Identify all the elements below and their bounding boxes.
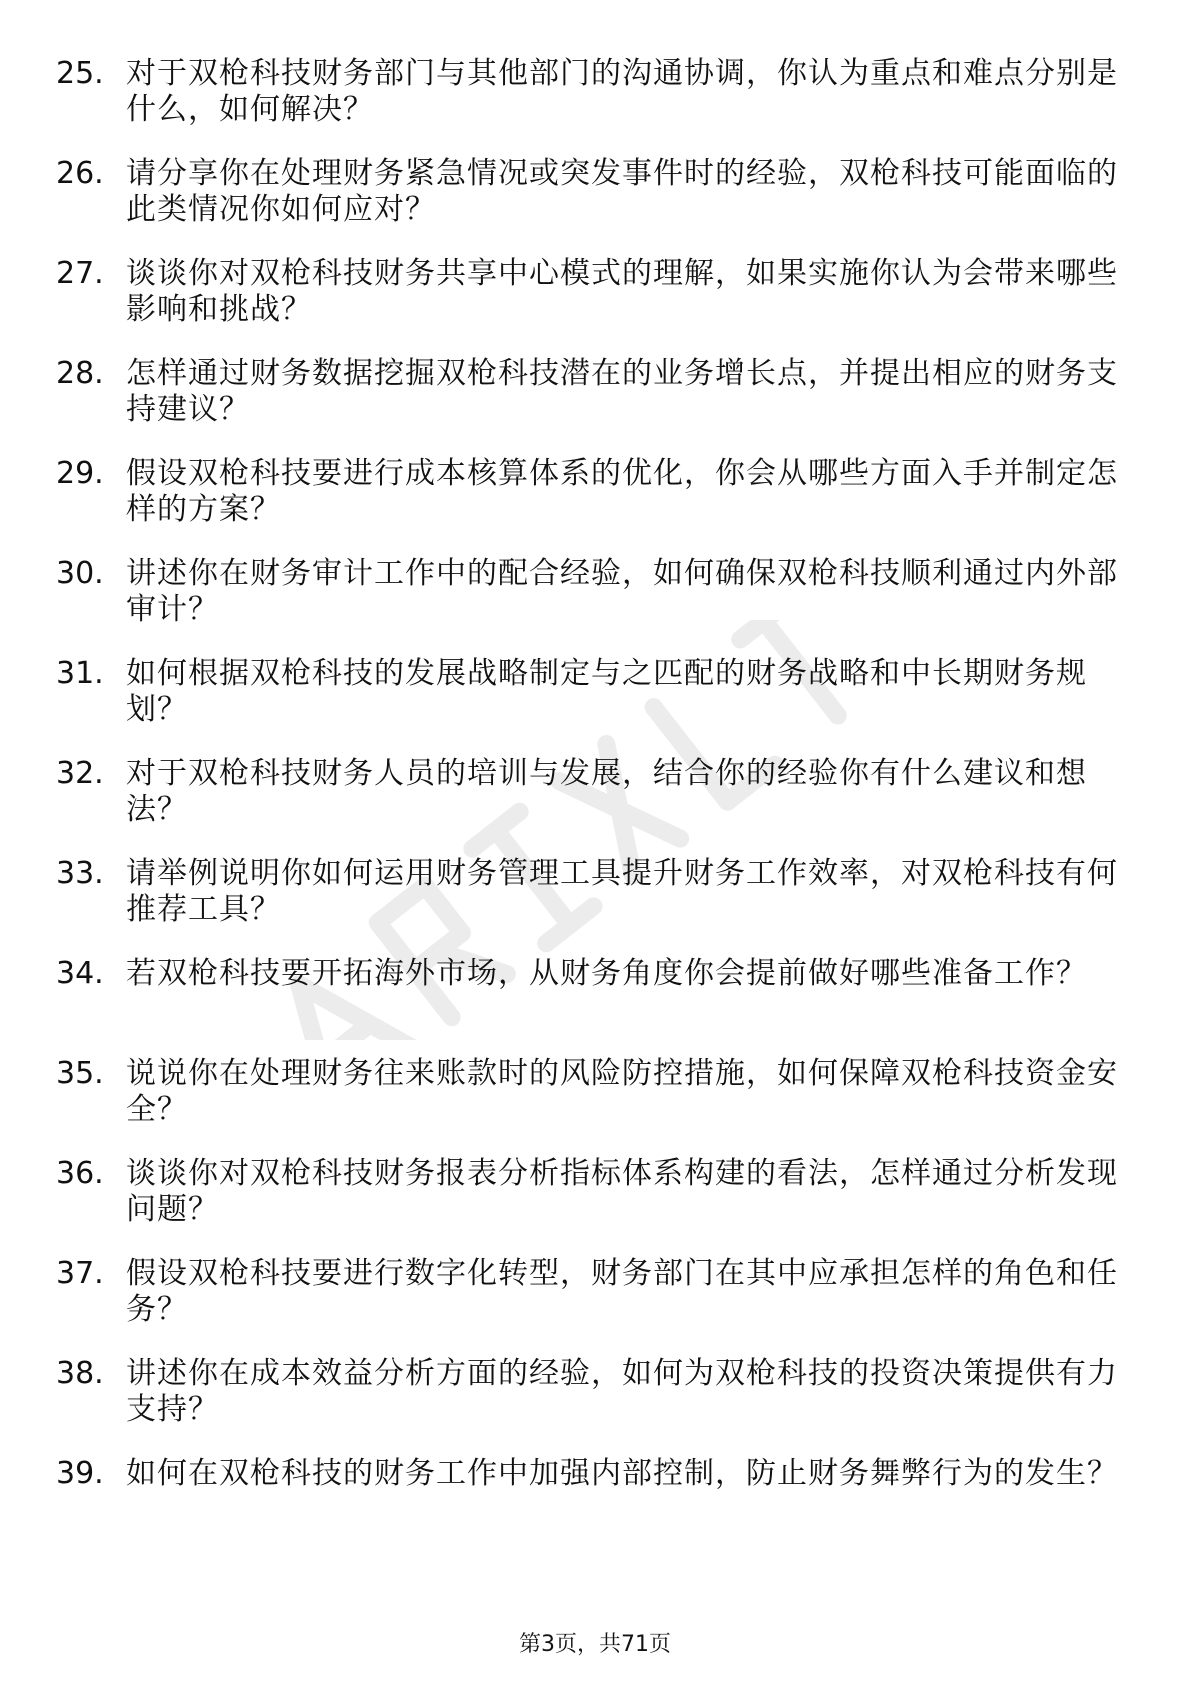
question-item: [0, 948, 1190, 1048]
question-text: 假设双枪科技要进行成本核算体系的优化，你会从哪些方面入手并制定怎样的方案？: [126, 456, 1118, 527]
page-footer: [0, 1631, 1190, 1659]
question-number: 34.: [56, 956, 104, 991]
question-number: 30.: [56, 556, 104, 591]
question-number: 39.: [56, 1456, 104, 1491]
question-item: [0, 148, 1190, 248]
question-text: 谈谈你对双枪科技财务报表分析指标体系构建的看法，怎样通过分析发现问题？: [126, 1156, 1118, 1227]
question-text: 请分享你在处理财务紧急情况或突发事件时的经验，双枪科技可能面临的此类情况你如何应对？: [126, 156, 1118, 227]
question-item: [0, 748, 1190, 848]
question-item: [0, 1448, 1190, 1548]
question-text: 对于双枪科技财务部门与其他部门的沟通协调，你认为重点和难点分别是什么，如何解决？: [126, 56, 1118, 127]
question-list: [0, 48, 1190, 1548]
question-item: [0, 248, 1190, 348]
question-item: [0, 1248, 1190, 1348]
question-text: 讲述你在财务审计工作中的配合经验，如何确保双枪科技顺利通过内外部审计？: [126, 556, 1118, 627]
question-text: 如何在双枪科技的财务工作中加强内部控制，防止财务舞弊行为的发生？: [126, 1456, 1118, 1491]
question-text: 假设双枪科技要进行数字化转型，财务部门在其中应承担怎样的角色和任务？: [126, 1256, 1118, 1327]
question-text: 讲述你在成本效益分析方面的经验，如何为双枪科技的投资决策提供有力支持？: [126, 1356, 1118, 1427]
question-number: 29.: [56, 456, 104, 491]
question-number: 33.: [56, 856, 104, 891]
question-text: 若双枪科技要开拓海外市场，从财务角度你会提前做好哪些准备工作？: [126, 956, 1087, 991]
question-number: 36.: [56, 1156, 104, 1191]
question-text: 如何根据双枪科技的发展战略制定与之匹配的财务战略和中长期财务规划？: [126, 656, 1087, 727]
question-item: [0, 48, 1190, 148]
page-number-label: 第3页，共71页: [519, 1632, 671, 1657]
question-item: [0, 1348, 1190, 1448]
question-number: 31.: [56, 656, 104, 691]
question-item: [0, 1048, 1190, 1148]
question-number: 37.: [56, 1256, 104, 1291]
question-text: 对于双枪科技财务人员的培训与发展，结合你的经验你有什么建议和想法？: [126, 756, 1087, 827]
question-item: [0, 648, 1190, 748]
question-number: 32.: [56, 756, 104, 791]
question-item: [0, 1148, 1190, 1248]
question-item: [0, 848, 1190, 948]
question-number: 26.: [56, 156, 104, 191]
question-number: 27.: [56, 256, 104, 291]
question-number: 25.: [56, 56, 104, 91]
question-item: [0, 448, 1190, 548]
question-item: [0, 348, 1190, 448]
question-text: 请举例说明你如何运用财务管理工具提升财务工作效率，对双枪科技有何推荐工具？: [126, 856, 1118, 927]
question-item: [0, 548, 1190, 648]
question-text: 说说你在处理财务往来账款时的风险防控措施，如何保障双枪科技资金安全？: [126, 1056, 1118, 1127]
question-text: 谈谈你对双枪科技财务共享中心模式的理解，如果实施你认为会带来哪些影响和挑战？: [126, 256, 1118, 327]
question-number: 35.: [56, 1056, 104, 1091]
question-text: 怎样通过财务数据挖掘双枪科技潜在的业务增长点，并提出相应的财务支持建议？: [126, 356, 1118, 427]
question-number: 38.: [56, 1356, 104, 1391]
question-number: 28.: [56, 356, 104, 391]
